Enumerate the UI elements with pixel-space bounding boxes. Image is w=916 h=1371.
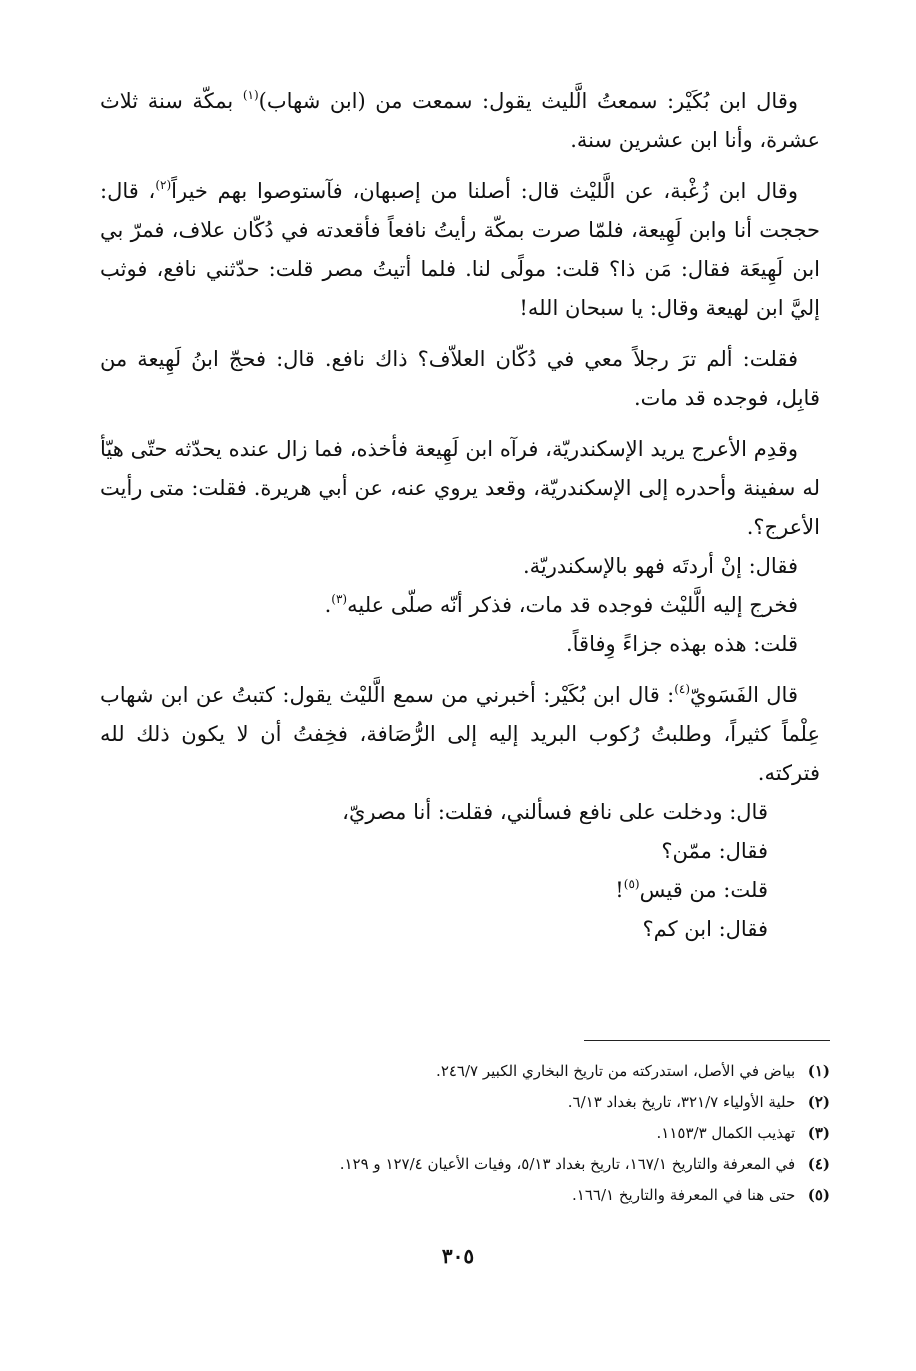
- footnote-text: في المعرفة والتاريخ ١٦٧/١، تاريخ بغداد ٥/١٣، وفيات الأعيان ١٢٧/٤ و ١٢٩.: [339, 1155, 796, 1173]
- footnote-number: (٢): [807, 1093, 830, 1111]
- dialogue-line: فقال: ممّن؟: [661, 839, 768, 863]
- footnote-ref-3[interactable]: (٣): [331, 592, 348, 606]
- dialogue-line: قلت: هذه بهذه جزاءً وِفاقاً.: [565, 632, 798, 656]
- footnote-number: (١): [807, 1062, 830, 1080]
- footnote-ref-1[interactable]: (١): [242, 88, 259, 102]
- dialogue-line: قال: ودخلت على نافع فسألني، فقلت: أنا مصريّ،: [342, 800, 768, 824]
- footnotes: [100, 1056, 830, 1211]
- footnote-number: (٣): [807, 1124, 830, 1142]
- dialogue-line: قلت: من قيس$^{(٥)}$!: [615, 877, 768, 902]
- dialogue-line: فخرج إليه الَّليْث فوجده قد مات، فذكر أنّه صلّى عليه$^{(٣)}$.: [324, 592, 798, 617]
- paragraph-ibn-zughba: وقال ابن زُغْبة، عن الَّليْث قال: أصلنا من إصبهان، فآستوصوا بهم خيراً$^{(٢)}$، قال: حججت أنا وابن لَهِيعة، فلمّا صرت بمكّة رأيتُ نافعاً فأقعدته في دُكّان علاف، فمرّ بي ابن لَهِيعَة فقال: مَن ذا؟ قلت: مولًى لنا. فلما أتيتُ مصر قلت: حدّثني نافع، فوثب إليَّ ابن لهيعة وقال: يا سبحان الله!: [100, 178, 820, 320]
- footnote-number: (٤): [807, 1155, 830, 1173]
- main-text: [100, 82, 820, 949]
- footnote-text: حلية الأولياء ٣٢١/٧، تاريخ بغداد ٦/١٣.: [567, 1093, 796, 1111]
- footnote-number: (٥): [807, 1186, 830, 1204]
- dialogue-line: فقال: إنْ أردتَه فهو بالإسكندريّة.: [522, 554, 798, 578]
- footnote-text: تهذيب الكمال ١١٥٣/٣.: [656, 1124, 796, 1142]
- footnote-ref-2[interactable]: (٢): [155, 178, 172, 192]
- footnote-5: [100, 1180, 830, 1211]
- footnote-4: [100, 1149, 830, 1180]
- paragraph-dukkan: فقلت: ألم ترَ رجلاً معي في دُكّان العلاّف؟ ذاك نافع. قال: فحجّ ابنُ لَهِيعة من قابِل، فوجده قد مات.: [100, 347, 820, 410]
- footnote-separator: [584, 1040, 830, 1041]
- footnote-text: حتى هنا في المعرفة والتاريخ ١٦٦/١.: [572, 1186, 796, 1204]
- footnote-ref-4[interactable]: (٤): [674, 682, 691, 696]
- dialogue-group-a: [100, 547, 820, 664]
- footnote-2: [100, 1087, 830, 1118]
- paragraph-al-araj: وقدِم الأعرج يريد الإسكندريّة، فرآه ابن لَهِيعة فأخذه، فما زال عنده يحدّثه حتّى هيّأ له سفينة وأحدره إلى الإسكندريّة، وقعد يروي عنه، عن أبي هريرة. فقلت: متى رأيت الأعرج؟.: [100, 437, 820, 539]
- footnote-text: بياض في الأصل، استدركته من تاريخ البخاري الكبير ٢٤٦/٧.: [436, 1062, 796, 1080]
- paragraph-al-fasawi: قال الفَسَويّ$^{(٤)}$: قال ابن بُكَيْر: أخبرني من سمع الَّليْث يقول: كتبتُ عن ابن شهاب عِلْماً كثيراً، وطلبتُ رُكوب البريد إليه إلى الرُّصَافة، فخِفتُ أن لا يكون ذلك لله فتركته.: [100, 682, 820, 785]
- dialogue-line: فقال: ابن كم؟: [642, 917, 768, 941]
- footnote-ref-5[interactable]: (٥): [623, 877, 640, 891]
- footnote-3: [100, 1118, 830, 1149]
- footnote-1: [100, 1056, 830, 1087]
- paragraph-ibn-bukayr: وقال ابن بُكَيْر: سمعتُ الَّليث يقول: سمعت من (ابن شهاب)$^{(١)}$ بمكّة سنة ثلاث عشرة، وأنا ابن عشرين سنة.: [100, 88, 820, 152]
- dialogue-group-b: [100, 793, 820, 949]
- page-number: ٣٠٥: [441, 1244, 475, 1268]
